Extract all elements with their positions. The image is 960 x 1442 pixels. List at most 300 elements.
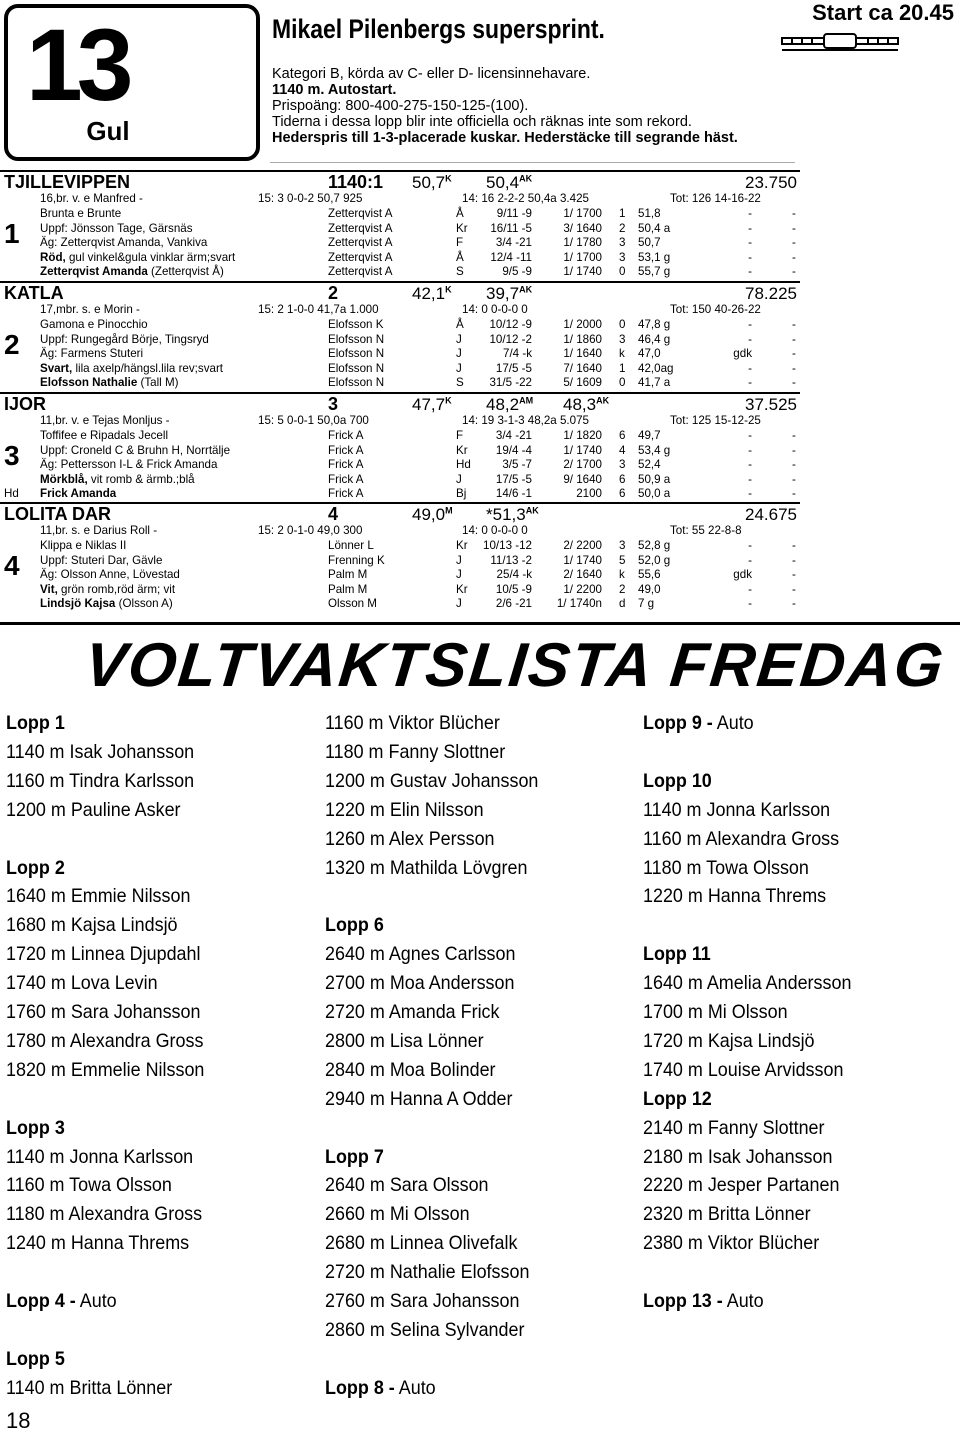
start-place: k bbox=[619, 347, 625, 361]
start-driver: Olsson M bbox=[328, 597, 377, 611]
start-track: Hd bbox=[456, 458, 471, 472]
voltvakt-entry bbox=[643, 799, 830, 822]
page-number: 18 bbox=[6, 1408, 31, 1433]
start-track: Kr bbox=[456, 443, 468, 457]
start-odds: - bbox=[748, 236, 752, 250]
start-driver: Zetterqvist A bbox=[328, 207, 393, 220]
start-pos: 1/ 1740 bbox=[563, 553, 602, 567]
entry-text: 2860 m Selina Sylvander bbox=[325, 1318, 525, 1341]
start-place: 1 bbox=[619, 361, 626, 375]
voltvakt-entry bbox=[325, 857, 527, 880]
voltvakt-entry bbox=[643, 1030, 815, 1053]
start-time: 49,7 bbox=[638, 429, 661, 442]
start-driver: Palm M bbox=[328, 568, 368, 582]
entry-text: 1220 m Elin Nilsson bbox=[325, 798, 484, 821]
horse-record bbox=[412, 173, 452, 193]
horse-info-line bbox=[40, 554, 162, 568]
start-odds: - bbox=[748, 318, 752, 331]
start-pos: 1/ 1860 bbox=[563, 332, 602, 346]
start-extra: - bbox=[792, 458, 796, 472]
voltvakt-entry bbox=[643, 828, 839, 851]
record-value: 42,1 bbox=[412, 284, 446, 303]
lopp-heading bbox=[6, 1117, 65, 1140]
lopp-heading bbox=[325, 1146, 384, 1169]
info-text: (Olsson A) bbox=[115, 597, 173, 611]
horse-info-line bbox=[40, 539, 126, 553]
horse-record bbox=[412, 284, 452, 304]
start-date: 10/12 -2 bbox=[489, 332, 532, 346]
start-odds: - bbox=[748, 458, 752, 472]
start-track: J bbox=[456, 361, 462, 375]
start-odds: - bbox=[748, 582, 752, 596]
voltvakt-entry bbox=[643, 1203, 811, 1226]
horse-info-line bbox=[40, 597, 173, 611]
start-pos: 2/ 2200 bbox=[563, 539, 602, 552]
info-text: (Zetterqvist Å) bbox=[147, 265, 224, 279]
voltvakt-entry bbox=[643, 1117, 824, 1140]
voltvakt-entry bbox=[325, 1319, 524, 1342]
voltvakt-entry bbox=[325, 1261, 529, 1284]
horse-distance: 4 bbox=[328, 504, 339, 524]
entry-text: Lopp 6 bbox=[325, 914, 384, 937]
start-driver: Frick A bbox=[328, 429, 364, 442]
start-date: 3/5 -7 bbox=[502, 458, 532, 472]
lopp-heading bbox=[643, 943, 711, 966]
lopp-heading bbox=[6, 1290, 117, 1313]
entry-text: 1640 m Emmie Nilsson bbox=[6, 885, 191, 908]
info-text: Uppf: Rungegård Börje, Tingsryd bbox=[40, 332, 209, 346]
start-pos: 3/ 1640 bbox=[563, 221, 602, 235]
entry-text: 2640 m Agnes Carlsson bbox=[325, 943, 516, 966]
info-text: Äg: Olsson Anne, Lövestad bbox=[40, 568, 180, 582]
voltvakt-entry bbox=[325, 1088, 513, 1111]
horse-divider bbox=[0, 502, 800, 504]
start-date: 17/5 -5 bbox=[495, 472, 532, 486]
autostart-car-icon bbox=[780, 30, 900, 54]
horse-name: KATLA bbox=[4, 283, 64, 303]
info-bold: Elofsson Nathalie bbox=[40, 376, 138, 390]
horse-info-line bbox=[40, 429, 168, 443]
start-pos: 5/ 1609 bbox=[563, 376, 602, 390]
start-pos: 1/ 1780 bbox=[563, 236, 602, 250]
start-odds: - bbox=[748, 429, 752, 442]
auto-label: Auto bbox=[722, 1290, 764, 1312]
horse-divider bbox=[0, 392, 800, 394]
entry-text: 1180 m Towa Olsson bbox=[643, 856, 809, 879]
start-pos: 1/ 2200 bbox=[563, 582, 602, 596]
start-place: 0 bbox=[619, 376, 626, 390]
voltvakt-entry bbox=[6, 1377, 172, 1400]
entry-text: 1160 m Viktor Blücher bbox=[325, 712, 500, 734]
start-time: 50,7 bbox=[638, 236, 661, 250]
start-time: 53,4 g bbox=[638, 443, 671, 457]
voltvakt-title: VOLTVAKTSLISTA FREDAG bbox=[81, 631, 949, 700]
start-odds: - bbox=[748, 487, 752, 501]
voltvakt-entry bbox=[6, 1174, 172, 1197]
horse-distance: 3 bbox=[328, 394, 339, 414]
entry-text: 1140 m Britta Lönner bbox=[6, 1376, 173, 1399]
start-track: F bbox=[456, 429, 464, 442]
voltvakt-entry bbox=[325, 741, 505, 764]
start-odds: - bbox=[748, 539, 752, 552]
horse-stats-total: Tot: 126 14-16-22 bbox=[670, 192, 761, 205]
start-date: 14/6 -1 bbox=[495, 487, 532, 501]
start-extra: - bbox=[792, 347, 796, 361]
horse-stats-total: Tot: 125 15-12-25 bbox=[670, 414, 761, 427]
horse-record bbox=[486, 395, 533, 415]
entry-text: 1260 m Alex Persson bbox=[325, 827, 495, 850]
horse-info-line bbox=[40, 473, 195, 487]
start-odds: - bbox=[748, 221, 752, 235]
start-odds: gdk bbox=[733, 347, 752, 361]
start-date: 3/4 -21 bbox=[495, 236, 532, 250]
record-value: 50,7 bbox=[412, 173, 446, 192]
voltvakt-entry bbox=[643, 857, 809, 880]
entry-text: 2760 m Sara Johansson bbox=[325, 1290, 520, 1312]
start-driver: Frick A bbox=[328, 472, 364, 486]
entry-text: Lopp 5 bbox=[6, 1347, 65, 1370]
voltvakt-entry bbox=[643, 1232, 819, 1255]
start-date: 9/11 -9 bbox=[496, 207, 532, 220]
horse-start-number: 3 bbox=[4, 440, 20, 471]
voltvakt-entry bbox=[643, 1174, 839, 1197]
horse-name: TJILLEVIPPEN bbox=[4, 172, 131, 192]
horse-prefix: Hd bbox=[4, 487, 19, 500]
start-date: 11/13 -2 bbox=[490, 553, 532, 567]
start-time: 55,6 bbox=[638, 568, 661, 582]
voltvakt-entry bbox=[6, 1001, 200, 1024]
start-track: S bbox=[456, 265, 464, 279]
start-place: 6 bbox=[619, 429, 626, 442]
start-extra: - bbox=[792, 597, 796, 611]
voltvakt-entry bbox=[325, 943, 515, 966]
record-value: 50,4 bbox=[486, 173, 520, 192]
start-extra: - bbox=[792, 539, 796, 552]
info-text: Klippa e Niklas II bbox=[40, 539, 127, 552]
horse-record bbox=[486, 505, 539, 525]
start-place: 2 bbox=[619, 582, 626, 596]
voltvakt-entry bbox=[6, 741, 194, 764]
entry-text: 1160 m Tindra Karlsson bbox=[6, 769, 195, 792]
horse-info-line bbox=[40, 487, 116, 501]
info-text: Toffifee e Ripadals Jecell bbox=[40, 429, 169, 442]
race-info-line: 1140 m. Autostart. bbox=[272, 82, 397, 98]
start-odds: gdk bbox=[733, 568, 752, 582]
entry-text: 1220 m Hanna Threms bbox=[643, 885, 827, 908]
entry-text: 2800 m Lisa Lönner bbox=[325, 1029, 484, 1052]
start-place: 0 bbox=[619, 265, 626, 279]
voltvakt-entry bbox=[325, 1030, 484, 1053]
auto-label: Auto bbox=[712, 712, 754, 734]
info-text: Uppf: Croneld C & Bruhn H, Norrtälje bbox=[40, 443, 231, 457]
horse-record bbox=[486, 284, 532, 304]
start-track: Kr bbox=[456, 539, 468, 552]
record-value: *51,3 bbox=[486, 505, 526, 524]
start-odds: - bbox=[748, 597, 752, 611]
voltvakt-entry bbox=[6, 1232, 189, 1255]
start-odds: - bbox=[748, 472, 752, 486]
info-bold: Svart, bbox=[40, 361, 73, 375]
entry-text: 2700 m Moa Andersson bbox=[325, 972, 515, 995]
entry-text: 2220 m Jesper Partanen bbox=[643, 1174, 840, 1197]
start-extra: - bbox=[792, 318, 796, 331]
start-place: 3 bbox=[619, 458, 626, 472]
horse-stats-origin: 16,br. v. e Manfred - bbox=[40, 192, 143, 205]
horse-info-line bbox=[40, 333, 209, 347]
voltvakt-entry bbox=[643, 1001, 788, 1024]
voltvakt-entry bbox=[6, 1146, 193, 1169]
start-track: Kr bbox=[456, 582, 468, 596]
start-place: 4 bbox=[619, 443, 626, 457]
start-time: 50,0 a bbox=[638, 487, 671, 501]
voltvakt-entry bbox=[325, 972, 514, 995]
horse-stats-total: Tot: 55 22-8-8 bbox=[670, 524, 742, 537]
start-extra: - bbox=[792, 332, 796, 346]
horse-record bbox=[486, 173, 532, 193]
entry-text: 1160 m Alexandra Gross bbox=[643, 827, 840, 850]
start-time: 49,0 bbox=[638, 582, 661, 596]
start-pos: 1/ 1740 bbox=[563, 265, 602, 279]
start-extra: - bbox=[792, 207, 796, 220]
lopp-heading bbox=[6, 712, 65, 735]
horse-info-line bbox=[40, 376, 179, 390]
entry-text: 2320 m Britta Lönner bbox=[643, 1203, 811, 1226]
start-pos: 1/ 1700 bbox=[563, 207, 602, 220]
start-time: 41,7 a bbox=[638, 376, 671, 390]
horse-stats-total: Tot: 150 40-26-22 bbox=[670, 303, 761, 316]
start-driver: Frenning K bbox=[328, 553, 385, 567]
entry-text: 1820 m Emmelie Nilsson bbox=[6, 1058, 205, 1081]
start-place: 6 bbox=[619, 487, 626, 501]
entry-text: 1140 m Jonna Karlsson bbox=[6, 1145, 194, 1168]
start-time: 7 g bbox=[638, 597, 655, 611]
record-value: 47,7 bbox=[412, 395, 446, 414]
info-text: lila axelp/hängsl.lila rev;svart bbox=[72, 361, 224, 375]
entry-text: 1780 m Alexandra Gross bbox=[6, 1029, 204, 1052]
entry-text: 2180 m Isak Johansson bbox=[643, 1145, 833, 1168]
start-driver: Palm M bbox=[328, 582, 368, 596]
start-time: 47,0 bbox=[638, 347, 661, 361]
info-text: Gamona e Pinocchio bbox=[40, 318, 148, 331]
entry-text: 1640 m Amelia Andersson bbox=[643, 972, 852, 995]
start-place: 5 bbox=[619, 553, 626, 567]
lopp-heading bbox=[325, 1377, 436, 1400]
entry-text: 1140 m Jonna Karlsson bbox=[643, 798, 831, 821]
voltvakt-entry bbox=[325, 1174, 489, 1197]
horse-distance: 2 bbox=[328, 283, 339, 303]
info-text: Uppf: Stuteri Dar, Gävle bbox=[40, 553, 163, 567]
voltvakt-entry bbox=[325, 1059, 496, 1082]
start-track: J bbox=[456, 347, 462, 361]
entry-text: 2720 m Nathalie Elofsson bbox=[325, 1261, 530, 1284]
start-extra: - bbox=[792, 376, 796, 390]
start-pos: 1/ 1740n bbox=[556, 597, 602, 611]
start-pos: 2/ 1700 bbox=[563, 458, 602, 472]
lopp-heading bbox=[643, 770, 712, 793]
entry-text: 1740 m Lova Levin bbox=[6, 972, 158, 995]
voltvakt-entry bbox=[6, 1203, 202, 1226]
record-type: K bbox=[445, 284, 452, 295]
start-driver: Elofsson K bbox=[328, 318, 384, 331]
race-number-box bbox=[4, 4, 260, 161]
horse-info-line bbox=[40, 568, 180, 582]
start-extra: - bbox=[792, 568, 796, 582]
start-place: 3 bbox=[619, 539, 626, 552]
entry-text: Lopp 7 bbox=[325, 1145, 384, 1168]
lopp-heading bbox=[325, 914, 384, 937]
start-pos: 1/ 1640 bbox=[563, 347, 602, 361]
voltvakt-entry bbox=[325, 1232, 517, 1255]
start-date: 10/13 -12 bbox=[483, 539, 532, 552]
entry-text: 1740 m Louise Arvidsson bbox=[643, 1058, 844, 1081]
horse-name: LOLITA DAR bbox=[4, 504, 111, 524]
start-pos: 9/ 1640 bbox=[563, 472, 602, 486]
auto-label: Auto bbox=[394, 1376, 436, 1399]
start-extra: - bbox=[792, 429, 796, 442]
info-text: (Tall M) bbox=[137, 376, 179, 390]
horse-start-number: 4 bbox=[4, 550, 20, 581]
record-value: 48,3 bbox=[563, 395, 597, 414]
lopp-heading bbox=[643, 1088, 712, 1111]
record-type: AK bbox=[596, 395, 610, 406]
start-odds: - bbox=[748, 332, 752, 346]
start-time: 50,4 a bbox=[638, 221, 671, 235]
start-extra: - bbox=[792, 553, 796, 567]
info-text: Äg: Pettersson I-L & Frick Amanda bbox=[40, 458, 218, 472]
voltvakt-entry bbox=[643, 1146, 832, 1169]
horse-stats-2015: 15: 5 0-0-1 50,0a 700 bbox=[258, 414, 369, 427]
start-driver: Zetterqvist A bbox=[328, 236, 393, 250]
race-info-line: Kategori B, körda av C- eller D- licensinnehavare. bbox=[272, 66, 591, 82]
start-track: Å bbox=[456, 207, 464, 220]
horse-stats-origin: 11,br. v. e Tejas Monljus - bbox=[40, 414, 170, 427]
entry-text: 1180 m Alexandra Gross bbox=[6, 1203, 203, 1226]
start-pos: 2100 bbox=[576, 487, 602, 501]
start-track: F bbox=[456, 236, 464, 250]
start-track: J bbox=[456, 332, 462, 346]
start-driver: Zetterqvist A bbox=[328, 265, 393, 279]
voltvakt-entry bbox=[643, 1059, 843, 1082]
horse-info-line bbox=[40, 207, 121, 221]
start-place: 2 bbox=[619, 221, 626, 235]
horse-info-line bbox=[40, 458, 217, 472]
start-time: 52,4 bbox=[638, 458, 661, 472]
info-bold: Zetterqvist Amanda bbox=[40, 265, 148, 279]
start-pos: 1/ 2000 bbox=[563, 318, 602, 331]
horse-stats-2014: 14: 16 2-2-2 50,4a 3.425 bbox=[462, 192, 589, 205]
start-driver: Frick A bbox=[328, 487, 364, 501]
start-extra: - bbox=[792, 221, 796, 235]
start-time: 52,0 g bbox=[638, 553, 671, 567]
record-type: M bbox=[445, 505, 453, 516]
entry-text: 1240 m Hanna Threms bbox=[6, 1232, 190, 1255]
start-driver: Elofsson N bbox=[328, 376, 385, 390]
horse-record bbox=[563, 395, 609, 415]
start-date: 7/4 -k bbox=[503, 347, 532, 361]
entry-text: 1700 m Mi Olsson bbox=[643, 1001, 788, 1023]
lopp-heading bbox=[643, 712, 754, 735]
start-time: 51,8 bbox=[638, 207, 661, 220]
start-date: 25/4 -k bbox=[496, 568, 532, 582]
start-track: J bbox=[456, 597, 462, 611]
voltvakt-entry bbox=[325, 799, 484, 822]
voltvakt-entry bbox=[325, 1290, 519, 1313]
start-date: 2/6 -21 bbox=[495, 597, 532, 611]
start-place: 1 bbox=[619, 207, 626, 220]
horse-stats-2014: 14: 19 3-1-3 48,2a 5.075 bbox=[462, 414, 589, 427]
info-text: Äg: Farmens Stuteri bbox=[40, 347, 144, 361]
start-place: 3 bbox=[619, 332, 626, 346]
start-date: 10/12 -9 bbox=[489, 318, 532, 331]
horse-stats-2015: 15: 3 0-0-2 50,7 925 bbox=[258, 192, 363, 205]
start-track: Å bbox=[456, 250, 464, 264]
entry-text: 1760 m Sara Johansson bbox=[6, 1001, 201, 1023]
start-pos: 1/ 1820 bbox=[563, 429, 602, 442]
horse-stats-2015: 15: 2 0-1-0 49,0 300 bbox=[258, 524, 363, 537]
start-odds: - bbox=[748, 361, 752, 375]
auto-label: Auto bbox=[75, 1290, 117, 1312]
start-time: 52,8 g bbox=[638, 539, 671, 552]
entry-text: Lopp 13 - bbox=[643, 1290, 723, 1312]
horse-earnings: 37.525 bbox=[745, 395, 797, 414]
entry-text: 2380 m Viktor Blücher bbox=[643, 1232, 820, 1255]
start-extra: - bbox=[792, 361, 796, 375]
voltvakt-entry bbox=[325, 712, 500, 735]
voltvakt-entry bbox=[6, 770, 194, 793]
record-type: AK bbox=[525, 505, 539, 516]
info-text: Äg: Zetterqvist Amanda, Vankiva bbox=[40, 236, 208, 250]
start-extra: - bbox=[792, 250, 796, 264]
horse-info-line bbox=[40, 265, 224, 279]
entry-text: 2940 m Hanna A Odder bbox=[325, 1087, 513, 1110]
info-text: Brunta e Brunte bbox=[40, 207, 122, 220]
start-driver: Zetterqvist A bbox=[328, 250, 393, 264]
race-info-line: Hederspris till 1-3-placerade kuskar. Hederstäcke till segrande häst. bbox=[272, 130, 738, 146]
record-type: K bbox=[445, 173, 452, 184]
start-driver: Elofsson N bbox=[328, 347, 385, 361]
horse-info-line bbox=[40, 444, 230, 458]
voltvakt-entry bbox=[6, 1059, 204, 1082]
start-time: 46,4 g bbox=[638, 332, 671, 346]
voltvakt-entry bbox=[6, 943, 200, 966]
record-type: AK bbox=[519, 284, 533, 295]
start-date: 31/5 -22 bbox=[489, 376, 532, 390]
start-track: Kr bbox=[456, 221, 468, 235]
horse-info-line bbox=[40, 362, 223, 376]
start-pos: 1/ 1700 bbox=[563, 250, 602, 264]
voltvakt-entry bbox=[6, 972, 158, 995]
horse-info-line bbox=[40, 236, 207, 250]
record-value: 39,7 bbox=[486, 284, 520, 303]
record-value: 49,0 bbox=[412, 505, 446, 524]
entry-text: 1680 m Kajsa Lindsjö bbox=[6, 914, 178, 937]
start-track: Bj bbox=[456, 487, 467, 501]
horse-name: IJOR bbox=[4, 394, 47, 414]
start-time: 47,8 g bbox=[638, 318, 671, 331]
horse-stats-2015: 15: 2 1-0-0 41,7a 1.000 bbox=[258, 303, 379, 316]
horse-stats-2014: 14: 0 0-0-0 0 bbox=[462, 303, 528, 316]
horse-stats-origin: 11,br. s. e Darius Roll - bbox=[40, 524, 158, 537]
voltvakt-entry bbox=[643, 885, 826, 908]
start-extra: - bbox=[792, 265, 796, 279]
info-bold: Lindsjö Kajsa bbox=[40, 597, 116, 611]
entry-text: Lopp 3 bbox=[6, 1116, 65, 1139]
start-place: d bbox=[619, 597, 626, 611]
start-odds: - bbox=[748, 207, 752, 220]
start-track: S bbox=[456, 376, 464, 390]
start-extra: - bbox=[792, 582, 796, 596]
start-extra: - bbox=[792, 472, 796, 486]
